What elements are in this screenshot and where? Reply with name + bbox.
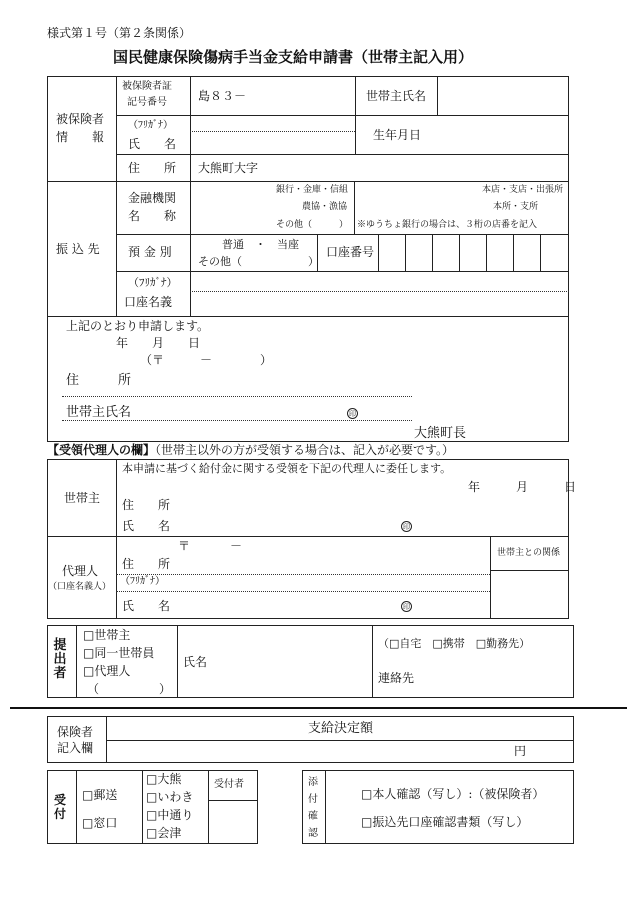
agent-sublabel: （口座名義人） xyxy=(48,582,112,592)
contact-label: 連絡先 xyxy=(378,671,415,685)
insured-address-label: 住 所 xyxy=(128,161,177,175)
agent-furigana-label: （ﾌﾘｶﾞﾅ） xyxy=(120,576,165,587)
branch-types: 本店・支店・出張所 xyxy=(482,185,564,195)
householder-name-label-2: 氏 名 xyxy=(122,519,171,533)
insured-name-label: 氏 名 xyxy=(128,137,177,151)
receiver-field[interactable] xyxy=(209,801,257,843)
recipient: 大熊町長 xyxy=(414,426,467,441)
institution-label: 金融機関 xyxy=(128,191,177,205)
holder-furigana-label: （ﾌﾘｶﾞﾅ） xyxy=(128,276,178,289)
bank-name-field[interactable] xyxy=(191,182,353,233)
agent-postal-dash: － xyxy=(230,539,243,553)
agent-householder-label: 世帯主 xyxy=(64,491,101,505)
householder-signature-label: 世帯主氏名 xyxy=(66,405,132,420)
agent-postal-mark: 〒 xyxy=(178,539,191,553)
submitter-name-label: 氏名 xyxy=(183,655,208,669)
birthdate-field[interactable] xyxy=(438,116,568,153)
account-number-label: 口座番号 xyxy=(326,245,375,259)
office-iwaki[interactable]: □いわき xyxy=(146,790,194,804)
bank-section-label: 振 込 先 xyxy=(56,242,100,256)
separator-line xyxy=(10,707,627,709)
submitter-option-other[interactable]: （ ） xyxy=(87,682,172,696)
householder-name-field[interactable] xyxy=(438,77,568,114)
reception-label: 受付 xyxy=(53,793,66,821)
application-statement: 上記のとおり申請します。 xyxy=(66,319,210,333)
submitter-option-householder[interactable]: □世帯主 xyxy=(83,628,131,642)
method-mail[interactable]: □郵送 xyxy=(82,788,118,802)
application-date[interactable]: 年 月 日 xyxy=(116,336,201,350)
insurer-label-2: 記入欄 xyxy=(57,741,94,755)
agent-label: 代理人 xyxy=(62,564,99,578)
deposit-type-label: 預 金 別 xyxy=(128,245,172,259)
birthdate-label: 生年月日 xyxy=(373,128,422,142)
attachment-label: 添付確認 xyxy=(308,777,318,839)
seal-mark: 印 xyxy=(349,410,356,418)
delegation-date[interactable]: 年 月 日 xyxy=(468,480,577,494)
submitter-label: 提出者 xyxy=(53,638,67,681)
agent-seal: 印 xyxy=(403,603,410,611)
bank-types-3: その他（ ） xyxy=(276,220,349,230)
cert-label-2: 記号番号 xyxy=(127,97,167,108)
deposit-options[interactable]: 普通 ・ 当座 xyxy=(222,238,299,251)
applicant-address-label: 住 所 xyxy=(66,373,132,388)
benefit-amount-label: 支給決定額 xyxy=(308,721,374,736)
insured-name-field[interactable] xyxy=(191,116,354,153)
householder-seal: 印 xyxy=(403,523,410,531)
agent-name-label: 氏 名 xyxy=(122,599,171,613)
postal-code[interactable]: （〒 － ） xyxy=(140,353,273,367)
insured-section-label: 被保険者 xyxy=(56,112,105,126)
agent-heading-bold: 【受領代理人の欄】 xyxy=(47,443,156,457)
office-aizu[interactable]: □会津 xyxy=(146,826,182,840)
householder-name-label: 世帯主氏名 xyxy=(366,89,427,103)
holder-name-field[interactable] xyxy=(191,272,568,315)
bank-types-2: 農協・漁協 xyxy=(302,202,348,212)
attachment-id-check[interactable]: □本人確認（写し）:（被保険者） xyxy=(361,787,545,801)
contact-options[interactable]: （□自宅 □携帯 □勤務先） xyxy=(378,637,531,650)
delegation-text: 本申請に基づく給付金に関する受領を下記の代理人に委任します。 xyxy=(122,462,452,475)
agent-address-label: 住 所 xyxy=(122,557,171,571)
submitter-name-field[interactable] xyxy=(210,640,368,680)
attachment-account-check[interactable]: □振込先口座確認書類（写し） xyxy=(361,815,529,829)
benefit-amount-field[interactable] xyxy=(108,741,508,761)
method-counter[interactable]: □窓口 xyxy=(82,816,118,830)
account-number-field[interactable] xyxy=(379,235,568,270)
office-okuma[interactable]: □大熊 xyxy=(146,772,182,786)
office-nakadori[interactable]: □中通り xyxy=(146,808,194,822)
yen-unit: 円 xyxy=(514,744,527,758)
relation-field[interactable] xyxy=(491,571,568,618)
submitter-option-agent[interactable]: □代理人 xyxy=(83,664,131,678)
insurer-label: 保険者 xyxy=(57,725,94,739)
agent-heading-note: （世帯主以外の方が受領する場合は、記入が必要です。） xyxy=(155,443,455,457)
furigana-label: （ﾌﾘｶﾞﾅ） xyxy=(128,120,173,131)
cert-number-value[interactable]: 島８３－ xyxy=(198,89,247,103)
yucho-note: ※ゆうちょ銀行の場合は、３桁の店番を記入 xyxy=(357,220,538,230)
form-number: 様式第１号（第２条関係） xyxy=(47,26,192,40)
branch-types-2: 本所・支所 xyxy=(493,202,539,212)
submitter-option-household-member[interactable]: □同一世帯員 xyxy=(83,646,155,660)
receiver-label: 受付者 xyxy=(214,779,244,790)
insured-section-label-2: 情 報 xyxy=(56,130,105,144)
relation-label: 世帯主との関係 xyxy=(497,548,561,558)
deposit-other[interactable]: その他（ ） xyxy=(198,255,319,268)
attachment-table xyxy=(302,770,574,844)
bank-types: 銀行・金庫・信組 xyxy=(276,185,349,195)
insured-address-value[interactable]: 大熊町大字 xyxy=(198,161,259,175)
householder-address-label: 住 所 xyxy=(122,498,171,512)
cert-label: 被保険者証 xyxy=(122,81,172,92)
institution-label-2: 名 称 xyxy=(128,209,177,223)
agent-section-heading xyxy=(47,444,454,456)
holder-name-label: 口座名義 xyxy=(124,295,173,309)
page-title: 国民健康保険傷病手当金支給申請書（世帯主記入用） xyxy=(113,48,474,66)
